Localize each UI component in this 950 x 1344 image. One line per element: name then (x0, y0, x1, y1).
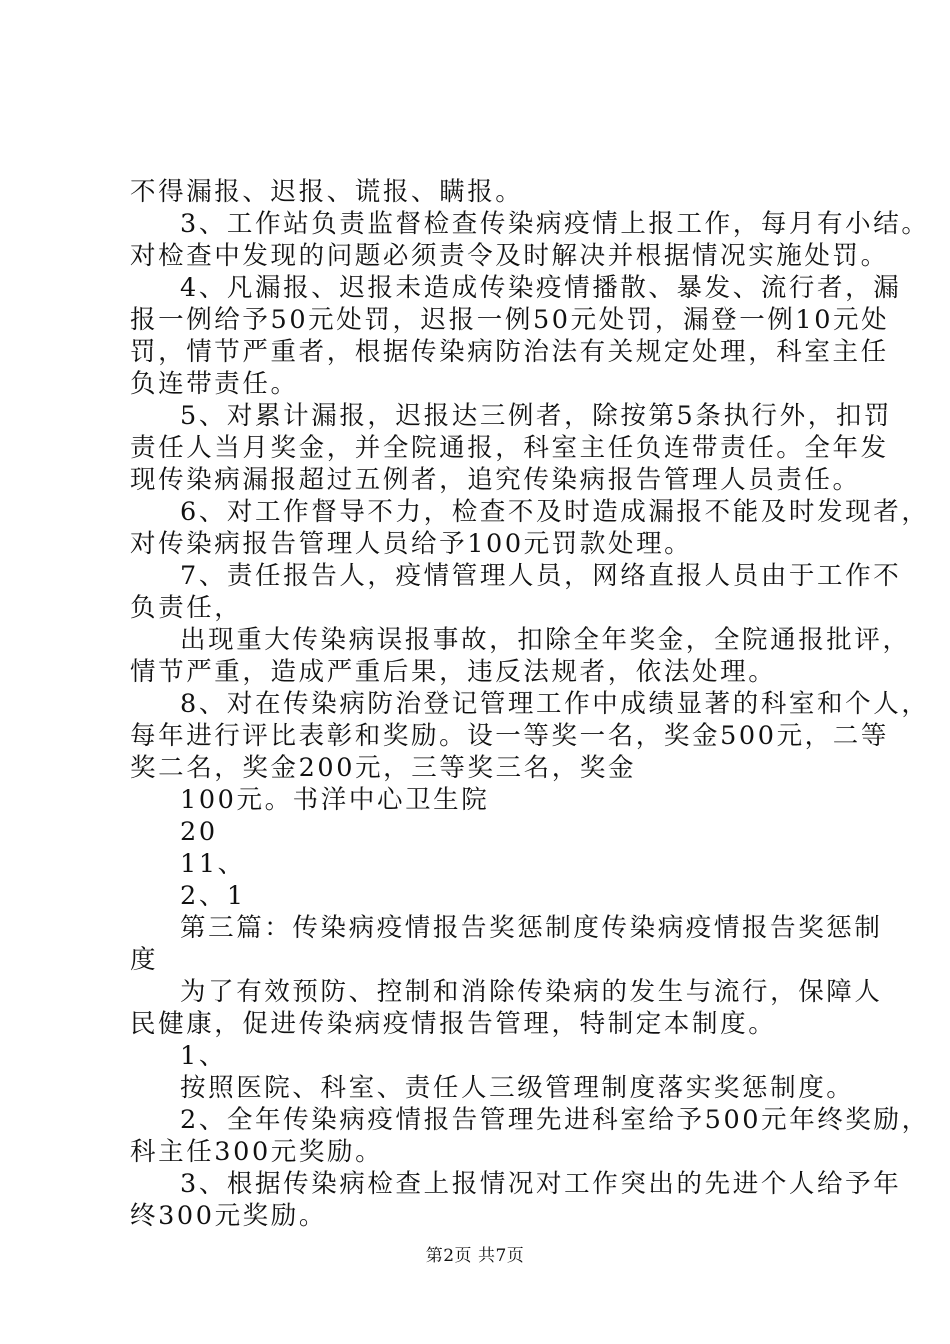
text-line: 11、 (180, 849, 246, 879)
text-line: 对传染病报告管理人员给予100元罚款处理。 (130, 529, 693, 559)
section-heading: 第三篇：传染病疫情报告奖惩制度传染病疫情报告奖惩制 (180, 913, 883, 943)
text-line: 4、凡漏报、迟报未造成传染疫情播散、暴发、流行者，漏 (180, 273, 902, 303)
text-line: 对检查中发现的问题必须责令及时解决并根据情况实施处罚。 (130, 241, 889, 271)
text-line: 民健康，促进传染病疫情报告管理，特制定本制度。 (130, 1009, 777, 1039)
text-line: 情节严重，造成严重后果，违反法规者，依法处理。 (130, 657, 777, 687)
text-line: 每年进行评比表彰和奖励。设一等奖一名，奖金500元，二等 (130, 721, 889, 751)
text-line: 负连带责任。 (130, 369, 299, 399)
text-line: 3、工作站负责监督检查传染病疫情上报工作，每月有小结。 (180, 209, 930, 239)
text-line: 按照医院、科室、责任人三级管理制度落实奖惩制度。 (180, 1073, 855, 1103)
text-line: 2、全年传染病疫情报告管理先进科室给予500元年终奖励， (180, 1105, 930, 1135)
text-line: 8、对在传染病防治登记管理工作中成绩显著的科室和个人， (180, 689, 930, 719)
text-line: 3、根据传染病检查上报情况对工作突出的先进个人给予年 (180, 1169, 902, 1199)
text-line: 终300元奖励。 (130, 1201, 327, 1231)
text-line: 出现重大传染病误报事故，扣除全年奖金，全院通报批评， (180, 625, 911, 655)
text-line: 7、责任报告人，疫情管理人员，网络直报人员由于工作不 (180, 561, 902, 591)
text-line: 奖二名，奖金200元，三等奖三名，奖金 (130, 753, 637, 783)
text-line: 5、对累计漏报，迟报达三例者，除按第5条执行外，扣罚 (180, 401, 893, 431)
text-line: 为了有效预防、控制和消除传染病的发生与流行，保障人 (180, 977, 883, 1007)
text-line: 2、1 (180, 881, 246, 911)
section-heading: 度 (130, 945, 159, 975)
page-number-footer: 第2页 共7页 (425, 1246, 525, 1266)
text-line: 现传染病漏报超过五例者，追究传染病报告管理人员责任。 (130, 465, 861, 495)
text-line: 100元。书洋中心卫生院 (180, 785, 490, 815)
text-line: 不得漏报、迟报、谎报、瞒报。 (130, 177, 524, 207)
text-line: 20 (180, 817, 218, 847)
text-line: 报一例给予50元处罚，迟报一例50元处罚，漏登一例10元处 (130, 305, 890, 335)
text-line: 1、 (180, 1041, 227, 1071)
text-line: 6、对工作督导不力，检查不及时造成漏报不能及时发现者， (180, 497, 930, 527)
text-line: 责任人当月奖金，并全院通报，科室主任负连带责任。全年发 (130, 433, 889, 463)
text-line: 罚，情节严重者，根据传染病防治法有关规定处理，科室主任 (130, 337, 889, 367)
text-line: 负责任， (130, 593, 243, 623)
text-line: 科主任300元奖励。 (130, 1137, 384, 1167)
